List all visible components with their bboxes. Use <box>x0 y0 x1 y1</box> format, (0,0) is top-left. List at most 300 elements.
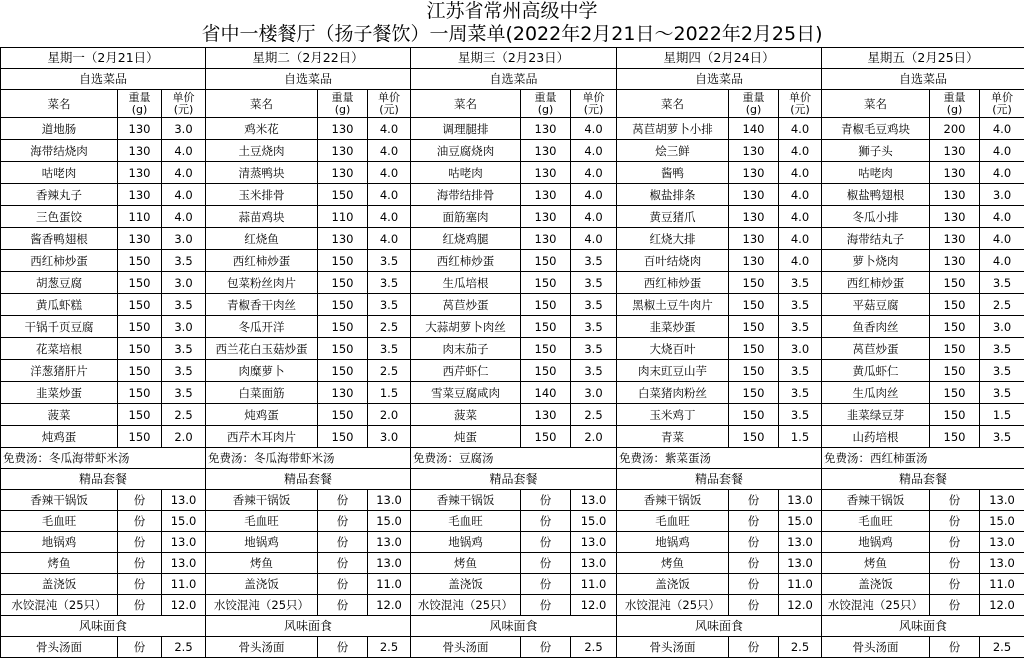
dish-weight: 130 <box>521 162 571 184</box>
set-price: 13.0 <box>779 532 822 553</box>
weight-header <box>318 90 368 118</box>
dish-weight: 130 <box>729 162 779 184</box>
dish-row <box>1 184 1024 206</box>
set-unit: 份 <box>930 532 980 553</box>
day-header: 星期一（2月21日） <box>1 48 206 69</box>
dish-row <box>1 338 1024 360</box>
menu-title: 省中一楼餐厅（扬子餐饮）一周菜单(2022年2月21日～2022年2月25日) <box>0 23 1024 47</box>
dish-name: 鸡米花 <box>206 118 318 140</box>
dish-name: 红烧鸡腿 <box>411 228 521 250</box>
set-name: 毛血旺 <box>1 511 118 532</box>
noodle-row <box>1 637 1024 658</box>
day-header: 星期五（2月25日） <box>822 48 1024 69</box>
dish-name: 玉米鸡丁 <box>617 404 729 426</box>
dish-name-header: 菜名 <box>617 90 729 118</box>
set-price: 13.0 <box>368 553 411 574</box>
dish-name: 萝卜烧肉 <box>822 250 930 272</box>
dish-name: 莴苣炒蛋 <box>411 294 521 316</box>
noodle-price: 2.5 <box>162 637 206 658</box>
dish-weight: 150 <box>318 316 368 338</box>
dish-weight: 150 <box>318 184 368 206</box>
section-label: 风味面食 <box>206 616 411 637</box>
dish-weight: 150 <box>318 250 368 272</box>
dish-name: 黄豆猪爪 <box>617 206 729 228</box>
dish-row <box>1 294 1024 316</box>
set-name: 水饺混沌（25只） <box>617 595 729 616</box>
dish-price: 3.5 <box>162 382 206 404</box>
section-label: 风味面食 <box>822 616 1024 637</box>
set-row <box>1 595 1024 616</box>
dish-price: 4.0 <box>779 140 822 162</box>
dish-name-header: 菜名 <box>206 90 318 118</box>
dish-weight: 150 <box>729 426 779 448</box>
dish-name: 大蒜胡萝卜肉丝 <box>411 316 521 338</box>
dish-name: 炖鸡蛋 <box>206 404 318 426</box>
dish-name: 土豆烧肉 <box>206 140 318 162</box>
dish-name: 西芹木耳肉片 <box>206 426 318 448</box>
set-name: 香辣干锅饭 <box>411 490 521 511</box>
dish-price: 1.5 <box>980 404 1024 426</box>
dish-price: 4.0 <box>162 140 206 162</box>
dish-weight: 150 <box>318 272 368 294</box>
set-name: 香辣干锅饭 <box>206 490 318 511</box>
section-label: 自选菜品 <box>411 69 617 90</box>
dish-price: 4.0 <box>571 118 617 140</box>
set-price: 11.0 <box>368 574 411 595</box>
free-soup: 免费汤：冬瓜海带虾米汤 <box>1 448 206 469</box>
dish-price: 4.0 <box>980 162 1024 184</box>
dish-weight: 130 <box>729 140 779 162</box>
dish-price: 4.0 <box>162 184 206 206</box>
dish-name: 海带结丸子 <box>822 228 930 250</box>
dish-name: 海带结烧肉 <box>1 140 118 162</box>
set-name: 香辣干锅饭 <box>617 490 729 511</box>
dish-name: 胡葱豆腐 <box>1 272 118 294</box>
dish-weight: 150 <box>318 426 368 448</box>
dish-price: 4.0 <box>571 228 617 250</box>
section-label: 风味面食 <box>411 616 617 637</box>
dish-name: 清蒸鸭块 <box>206 162 318 184</box>
set-price: 13.0 <box>571 553 617 574</box>
dish-weight: 150 <box>118 382 162 404</box>
dish-row <box>1 404 1024 426</box>
free-soup: 免费汤：紫菜蛋汤 <box>617 448 822 469</box>
dish-price: 2.5 <box>571 404 617 426</box>
section-row <box>1 469 1024 490</box>
dish-weight: 150 <box>930 294 980 316</box>
dish-name: 玉米排骨 <box>206 184 318 206</box>
set-unit: 份 <box>729 511 779 532</box>
dish-price: 3.5 <box>571 272 617 294</box>
dish-weight: 150 <box>118 272 162 294</box>
weight-header-l2: (g) <box>318 104 367 116</box>
section-label: 精品套餐 <box>206 469 411 490</box>
dish-name: 香辣丸子 <box>1 184 118 206</box>
dish-price: 4.0 <box>571 162 617 184</box>
price-header-l1: 单价 <box>980 92 1024 104</box>
noodle-name: 骨头汤面 <box>1 637 118 658</box>
dish-weight: 130 <box>521 140 571 162</box>
dish-price: 3.5 <box>980 382 1024 404</box>
dish-name: 面筋塞肉 <box>411 206 521 228</box>
set-name: 地锅鸡 <box>411 532 521 553</box>
set-name: 毛血旺 <box>617 511 729 532</box>
dish-name-header: 菜名 <box>1 90 118 118</box>
set-price: 15.0 <box>162 511 206 532</box>
set-unit: 份 <box>118 490 162 511</box>
dish-price: 4.0 <box>368 184 411 206</box>
dish-name: 油豆腐烧肉 <box>411 140 521 162</box>
title-block <box>0 0 1024 47</box>
dish-name: 白菜猪肉粉丝 <box>617 382 729 404</box>
dish-weight: 130 <box>318 382 368 404</box>
dish-price: 3.5 <box>162 360 206 382</box>
section-label: 精品套餐 <box>822 469 1024 490</box>
dish-row <box>1 382 1024 404</box>
set-unit: 份 <box>729 595 779 616</box>
dish-price: 3.0 <box>162 118 206 140</box>
dish-row <box>1 140 1024 162</box>
dish-name: 道地肠 <box>1 118 118 140</box>
set-price: 13.0 <box>368 532 411 553</box>
section-label: 风味面食 <box>1 616 206 637</box>
dish-weight: 150 <box>729 404 779 426</box>
dish-price: 4.0 <box>779 184 822 206</box>
dish-name: 红烧鱼 <box>206 228 318 250</box>
dish-price: 2.5 <box>368 360 411 382</box>
section-label: 自选菜品 <box>617 69 822 90</box>
dish-price: 4.0 <box>779 250 822 272</box>
weight-header <box>521 90 571 118</box>
set-name: 盖浇饭 <box>822 574 930 595</box>
dish-price: 2.5 <box>162 404 206 426</box>
noodle-unit: 份 <box>930 637 980 658</box>
dish-name: 青菜 <box>617 426 729 448</box>
set-name: 地锅鸡 <box>206 532 318 553</box>
dish-name: 西芹虾仁 <box>411 360 521 382</box>
dish-name: 百叶结烧肉 <box>617 250 729 272</box>
set-unit: 份 <box>318 553 368 574</box>
set-name: 盖浇饭 <box>411 574 521 595</box>
dish-weight: 130 <box>118 228 162 250</box>
dish-name: 烩三鲜 <box>617 140 729 162</box>
weight-header-l1: 重量 <box>729 92 778 104</box>
dish-weight: 150 <box>930 382 980 404</box>
dish-price: 3.5 <box>779 272 822 294</box>
dish-name: 海带结排骨 <box>411 184 521 206</box>
dish-name: 莴苣炒蛋 <box>822 338 930 360</box>
dish-row <box>1 316 1024 338</box>
dish-name: 西兰花白玉菇炒蛋 <box>206 338 318 360</box>
set-price: 13.0 <box>162 553 206 574</box>
dish-price: 3.5 <box>980 360 1024 382</box>
weight-header-l1: 重量 <box>521 92 570 104</box>
dish-name: 生瓜培根 <box>411 272 521 294</box>
dish-weight: 150 <box>318 360 368 382</box>
dish-price: 2.0 <box>162 426 206 448</box>
dish-name: 咕咾肉 <box>1 162 118 184</box>
dish-weight: 150 <box>521 272 571 294</box>
set-name: 水饺混沌（25只） <box>822 595 930 616</box>
noodle-price: 2.5 <box>368 637 411 658</box>
dish-price: 4.0 <box>980 228 1024 250</box>
dish-weight: 150 <box>729 360 779 382</box>
dish-name: 西红柿炒蛋 <box>206 250 318 272</box>
set-price: 13.0 <box>980 553 1024 574</box>
weight-header-l2: (g) <box>930 104 979 116</box>
dish-price: 3.5 <box>571 294 617 316</box>
dish-price: 3.5 <box>368 294 411 316</box>
dish-weight: 130 <box>930 162 980 184</box>
dish-weight: 150 <box>521 250 571 272</box>
dish-name-header: 菜名 <box>411 90 521 118</box>
dish-weight: 130 <box>118 162 162 184</box>
noodle-unit: 份 <box>118 637 162 658</box>
set-name: 水饺混沌（25只） <box>411 595 521 616</box>
dish-name: 西红柿炒蛋 <box>1 250 118 272</box>
dish-weight: 140 <box>729 118 779 140</box>
weight-header <box>729 90 779 118</box>
set-unit: 份 <box>729 532 779 553</box>
set-price: 13.0 <box>162 490 206 511</box>
set-price: 12.0 <box>368 595 411 616</box>
price-header-l1: 单价 <box>162 92 205 104</box>
dish-price: 4.0 <box>980 118 1024 140</box>
dish-price: 3.0 <box>368 426 411 448</box>
dish-name: 调理腿排 <box>411 118 521 140</box>
weight-header-l1: 重量 <box>318 92 367 104</box>
dish-price: 4.0 <box>980 140 1024 162</box>
section-row <box>1 616 1024 637</box>
dish-price: 4.0 <box>980 206 1024 228</box>
set-price: 13.0 <box>368 490 411 511</box>
dish-weight: 150 <box>318 404 368 426</box>
set-row <box>1 553 1024 574</box>
dish-price: 1.5 <box>779 426 822 448</box>
dish-price: 3.5 <box>980 338 1024 360</box>
price-header-l2: (元) <box>980 104 1024 116</box>
price-header-l2: (元) <box>162 104 205 116</box>
dish-price: 4.0 <box>368 140 411 162</box>
section-label: 自选菜品 <box>822 69 1024 90</box>
free-soup: 免费汤：豆腐汤 <box>411 448 617 469</box>
set-unit: 份 <box>318 574 368 595</box>
dish-weight: 150 <box>118 294 162 316</box>
set-name: 盖浇饭 <box>206 574 318 595</box>
noodle-price: 2.5 <box>571 637 617 658</box>
dish-weight: 130 <box>318 140 368 162</box>
dish-price: 1.5 <box>368 382 411 404</box>
set-name: 烤鱼 <box>1 553 118 574</box>
soup-row <box>1 448 1024 469</box>
dish-weight: 150 <box>318 294 368 316</box>
set-price: 12.0 <box>571 595 617 616</box>
dish-weight: 150 <box>521 294 571 316</box>
dish-row <box>1 118 1024 140</box>
price-header <box>980 90 1024 118</box>
section-label: 精品套餐 <box>1 469 206 490</box>
dish-weight: 130 <box>521 118 571 140</box>
dish-weight: 130 <box>729 206 779 228</box>
set-unit: 份 <box>729 574 779 595</box>
dish-name: 炖蛋 <box>411 426 521 448</box>
set-price: 13.0 <box>980 532 1024 553</box>
set-unit: 份 <box>930 595 980 616</box>
dish-price: 2.5 <box>368 316 411 338</box>
dish-weight: 130 <box>729 184 779 206</box>
dish-price: 3.0 <box>162 228 206 250</box>
dish-price: 3.5 <box>368 250 411 272</box>
dish-weight: 130 <box>521 206 571 228</box>
set-unit: 份 <box>521 574 571 595</box>
dish-weight: 130 <box>930 228 980 250</box>
dish-price: 3.5 <box>162 338 206 360</box>
set-price: 13.0 <box>162 532 206 553</box>
set-unit: 份 <box>521 532 571 553</box>
dish-weight: 150 <box>118 338 162 360</box>
dish-price: 3.5 <box>779 294 822 316</box>
set-row <box>1 574 1024 595</box>
dish-weight: 110 <box>118 206 162 228</box>
dish-weight: 130 <box>729 250 779 272</box>
dish-row <box>1 426 1024 448</box>
dish-name: 莴苣胡萝卜小排 <box>617 118 729 140</box>
dish-price: 4.0 <box>368 162 411 184</box>
dish-name: 菠菜 <box>1 404 118 426</box>
day-header: 星期四（2月24日） <box>617 48 822 69</box>
dish-row <box>1 228 1024 250</box>
price-header <box>779 90 822 118</box>
dish-name: 酱香鸭翅根 <box>1 228 118 250</box>
set-price: 15.0 <box>980 511 1024 532</box>
dish-name: 韭菜绿豆芽 <box>822 404 930 426</box>
set-name: 地锅鸡 <box>822 532 930 553</box>
dish-price: 3.0 <box>162 272 206 294</box>
dish-price: 3.5 <box>779 404 822 426</box>
dish-weight: 150 <box>521 426 571 448</box>
dish-weight: 150 <box>521 338 571 360</box>
price-header <box>368 90 411 118</box>
dish-price: 4.0 <box>368 118 411 140</box>
dish-name: 椒盐排条 <box>617 184 729 206</box>
dish-weight: 130 <box>521 228 571 250</box>
dish-name: 冬瓜开洋 <box>206 316 318 338</box>
dish-name: 狮子头 <box>822 140 930 162</box>
price-header-l1: 单价 <box>571 92 616 104</box>
noodle-name: 骨头汤面 <box>206 637 318 658</box>
dish-name: 黄瓜虾糕 <box>1 294 118 316</box>
set-name: 毛血旺 <box>822 511 930 532</box>
set-price: 12.0 <box>980 595 1024 616</box>
dish-weight: 150 <box>729 338 779 360</box>
dish-weight: 150 <box>118 316 162 338</box>
set-price: 11.0 <box>980 574 1024 595</box>
set-unit: 份 <box>930 553 980 574</box>
set-price: 11.0 <box>571 574 617 595</box>
noodle-price: 2.5 <box>779 637 822 658</box>
noodle-unit: 份 <box>521 637 571 658</box>
set-name: 香辣干锅饭 <box>1 490 118 511</box>
set-unit: 份 <box>118 532 162 553</box>
dish-weight: 150 <box>521 316 571 338</box>
set-unit: 份 <box>521 490 571 511</box>
dish-price: 3.5 <box>980 272 1024 294</box>
dish-name: 黄瓜虾仁 <box>822 360 930 382</box>
price-header-l2: (元) <box>571 104 616 116</box>
dish-weight: 150 <box>930 426 980 448</box>
dish-price: 2.5 <box>980 294 1024 316</box>
set-name: 毛血旺 <box>206 511 318 532</box>
dish-name: 韭菜炒蛋 <box>617 316 729 338</box>
set-price: 15.0 <box>779 511 822 532</box>
price-header-l2: (元) <box>368 104 410 116</box>
noodle-name: 骨头汤面 <box>822 637 930 658</box>
dish-price: 3.0 <box>162 316 206 338</box>
dish-name: 西红柿炒蛋 <box>617 272 729 294</box>
dish-name: 咕咾肉 <box>822 162 930 184</box>
dish-weight: 150 <box>521 360 571 382</box>
dish-row <box>1 360 1024 382</box>
dish-price: 4.0 <box>779 162 822 184</box>
dish-row <box>1 250 1024 272</box>
dish-name: 鱼香肉丝 <box>822 316 930 338</box>
dish-weight: 140 <box>521 382 571 404</box>
weekly-menu-table <box>0 47 1024 658</box>
noodle-unit: 份 <box>318 637 368 658</box>
dish-weight: 150 <box>729 316 779 338</box>
set-name: 香辣干锅饭 <box>822 490 930 511</box>
noodle-price: 2.5 <box>980 637 1024 658</box>
dish-weight: 150 <box>118 404 162 426</box>
noodle-name: 骨头汤面 <box>411 637 521 658</box>
dish-name: 平菇豆腐 <box>822 294 930 316</box>
set-unit: 份 <box>930 490 980 511</box>
dish-weight: 150 <box>930 360 980 382</box>
dish-name: 冬瓜小排 <box>822 206 930 228</box>
set-unit: 份 <box>729 553 779 574</box>
weight-header-l2: (g) <box>118 104 161 116</box>
dish-price: 4.0 <box>571 140 617 162</box>
dish-weight: 130 <box>521 184 571 206</box>
set-unit: 份 <box>930 574 980 595</box>
dish-weight: 130 <box>521 404 571 426</box>
set-price: 13.0 <box>571 532 617 553</box>
set-unit: 份 <box>118 595 162 616</box>
dish-price: 3.5 <box>368 272 411 294</box>
set-row <box>1 532 1024 553</box>
set-unit: 份 <box>729 490 779 511</box>
section-label: 自选菜品 <box>1 69 206 90</box>
dish-name: 酱鸭 <box>617 162 729 184</box>
section-label: 自选菜品 <box>206 69 411 90</box>
dish-price: 3.5 <box>980 426 1024 448</box>
dish-price: 4.0 <box>779 206 822 228</box>
dish-name: 青椒毛豆鸡块 <box>822 118 930 140</box>
dish-name: 西红柿炒蛋 <box>822 272 930 294</box>
dish-name: 雪菜豆腐咸肉 <box>411 382 521 404</box>
dish-weight: 150 <box>729 272 779 294</box>
set-name: 水饺混沌（25只） <box>206 595 318 616</box>
set-unit: 份 <box>318 532 368 553</box>
dish-price: 2.0 <box>571 426 617 448</box>
dish-name: 椒盐鸭翅根 <box>822 184 930 206</box>
price-header <box>571 90 617 118</box>
set-name: 地锅鸡 <box>1 532 118 553</box>
set-price: 13.0 <box>779 490 822 511</box>
set-price: 13.0 <box>980 490 1024 511</box>
set-unit: 份 <box>118 574 162 595</box>
dish-weight: 150 <box>118 250 162 272</box>
